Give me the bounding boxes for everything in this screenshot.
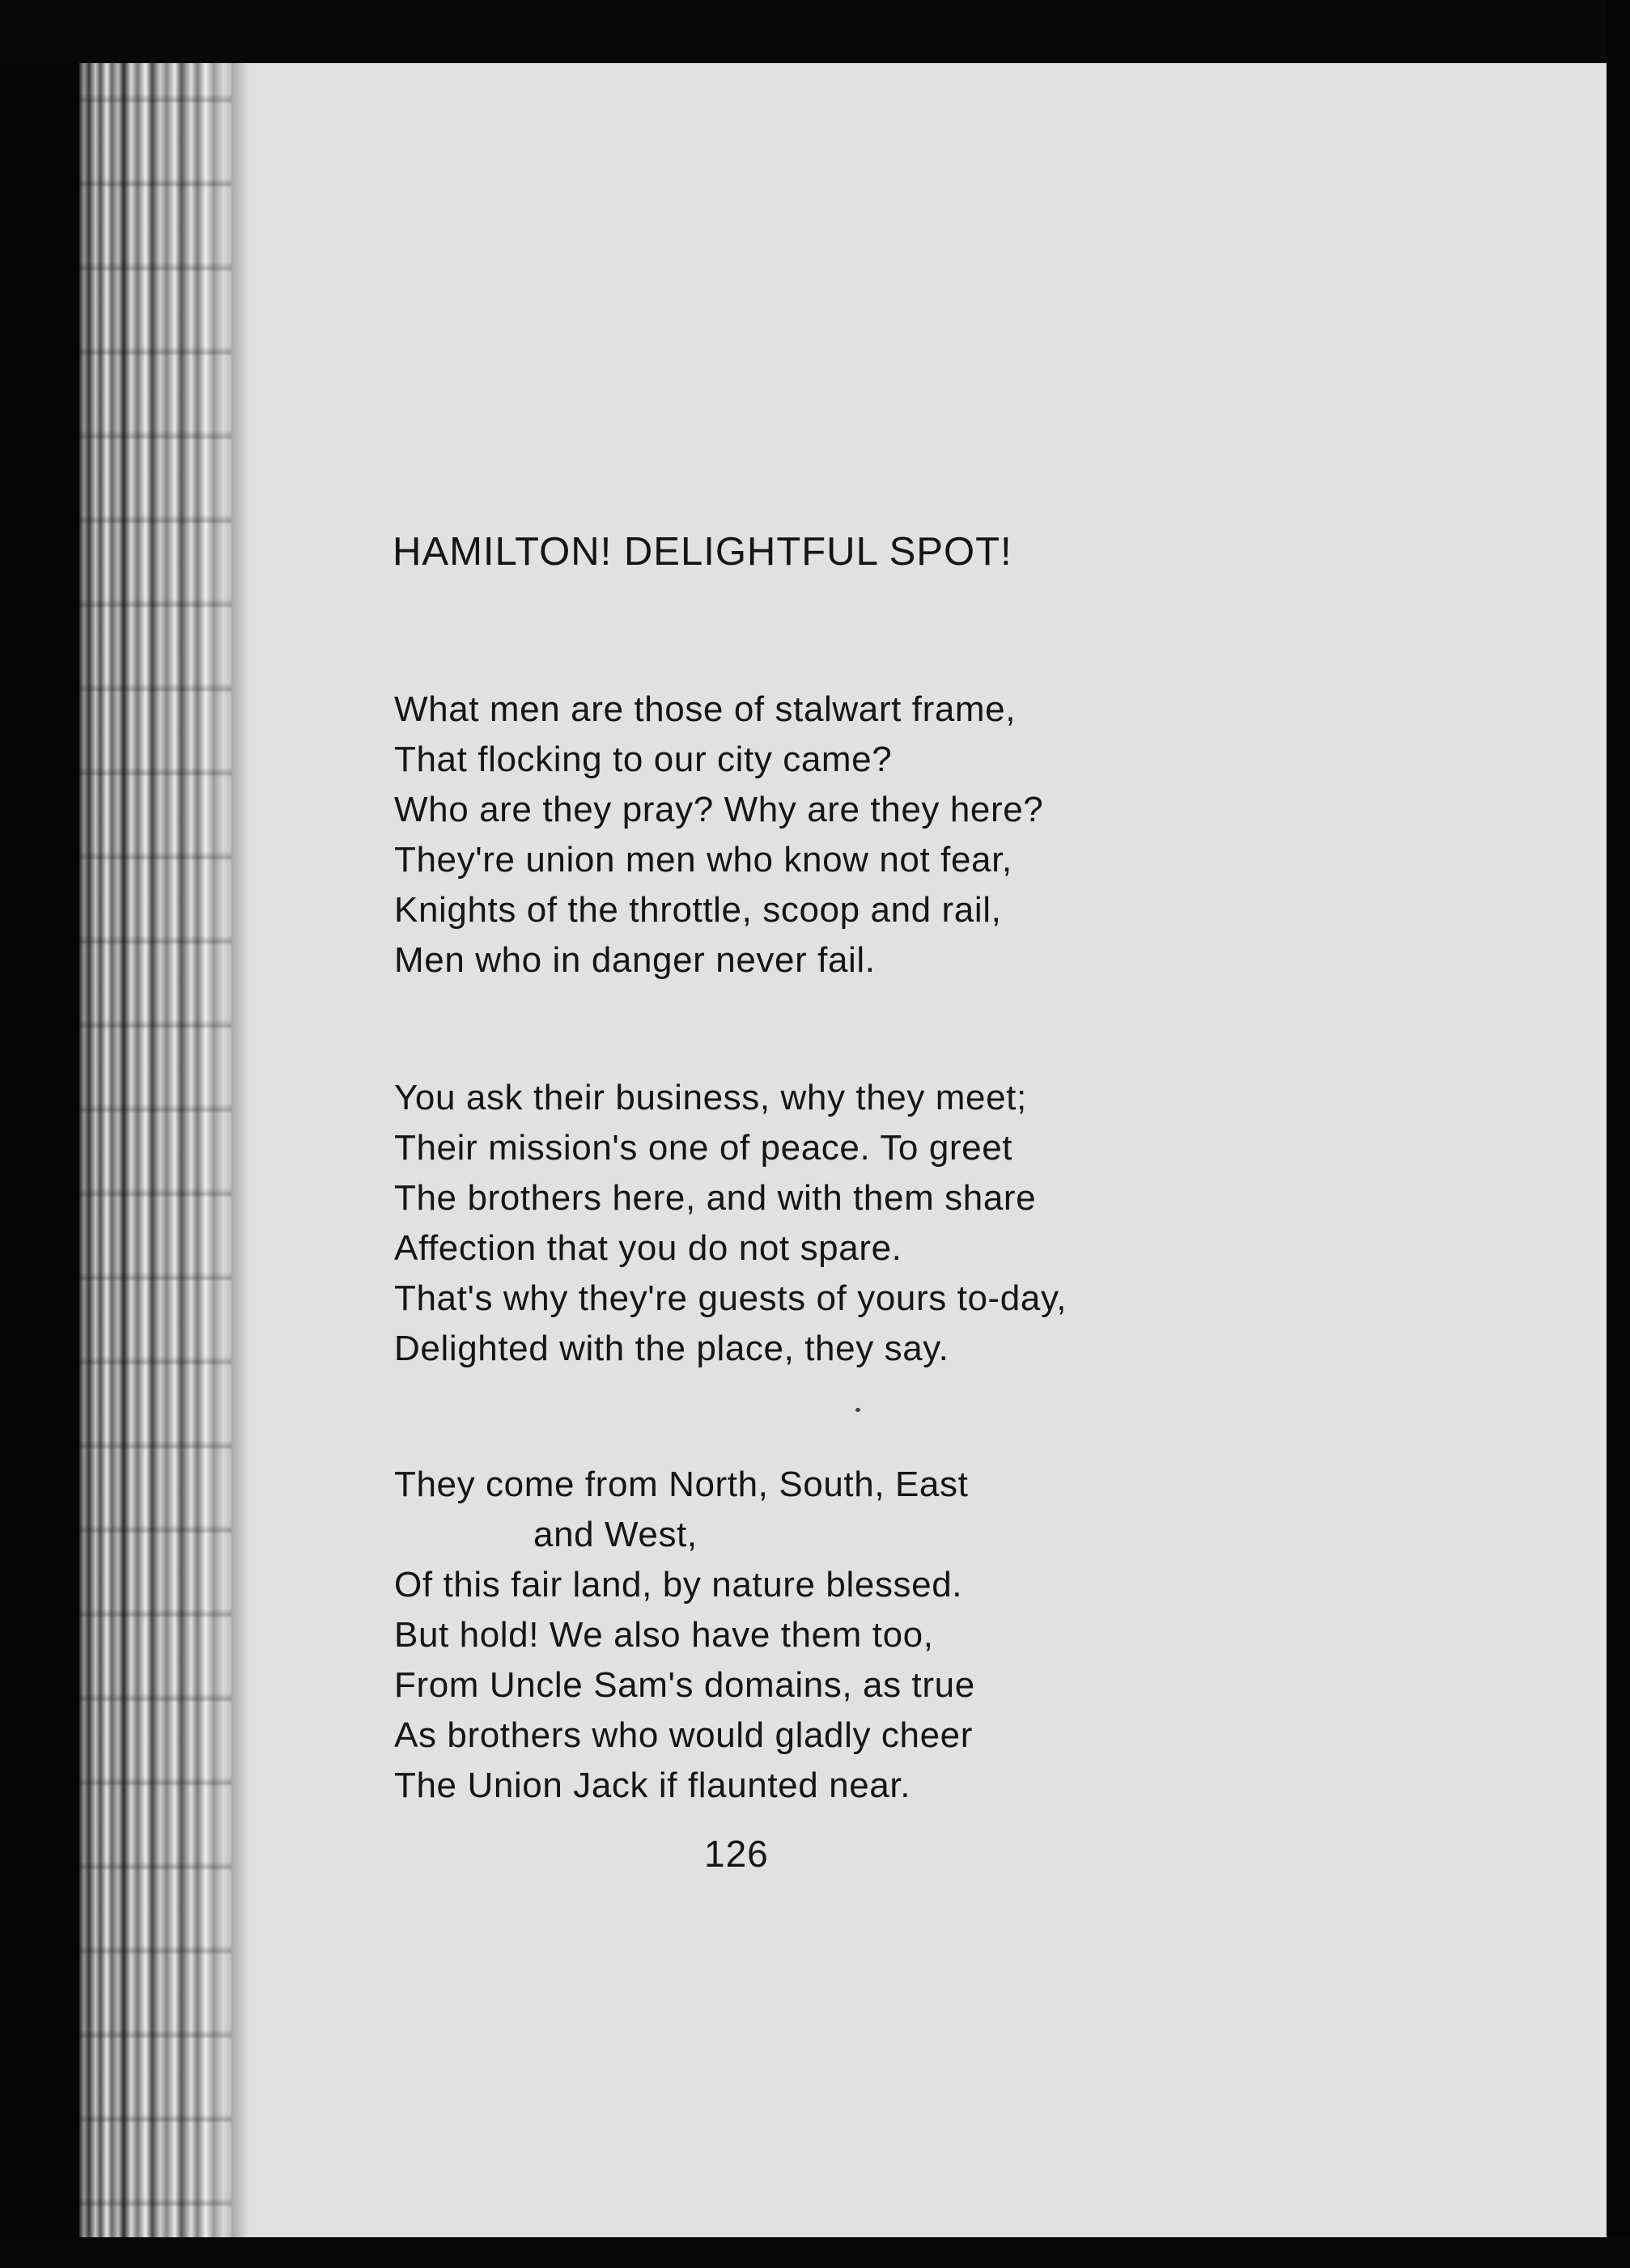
ink-speck [855,1408,860,1412]
poem-title: HAMILTON! DELIGHTFUL SPOT! [393,530,1012,574]
stanza-line: You ask their business, why they meet; [394,1078,1027,1117]
gutter-shadow [231,63,249,2240]
stanza-line: From Uncle Sam's domains, as true [394,1665,975,1705]
stanza-line: Men who in danger never fail. [394,940,876,980]
page-edge-texture [79,63,231,2240]
stanza-3 [394,1460,975,1811]
stanza-line: Delighted with the place, they say. [394,1329,949,1368]
scan-border-right [1607,0,1630,2268]
stanza-line: That's why they're guests of yours to-day, [394,1278,1068,1318]
stanza-line: Affection that you do not spare. [394,1228,902,1268]
stanza-line: As brothers who would gladly cheer [394,1715,973,1755]
scan-border-bottom [0,2237,1630,2268]
stanza-line: Knights of the throttle, scoop and rail, [394,890,1002,930]
page-number: 126 [704,1833,769,1875]
stanza-line: But hold! We also have them too, [394,1615,934,1655]
stanza-1 [394,685,1043,986]
stanza-line: The brothers here, and with them share [394,1178,1037,1218]
stanza-line: What men are those of stalwart frame, [394,689,1017,729]
stanza-line: Who are they pray? Why are they here? [394,790,1044,829]
stanza-line: Of this fair land, by nature blessed. [394,1565,963,1605]
stanza-2 [394,1073,1067,1374]
stanza-line: The Union Jack if flaunted near. [394,1766,911,1805]
stanza-line-continuation: and West, [533,1515,698,1554]
scan-border-top [0,0,1630,63]
stanza-line: Their mission's one of peace. To greet [394,1128,1013,1168]
stanza-line: They come from North, South, East [394,1465,969,1504]
stanza-line: They're union men who know not fear, [394,840,1012,880]
stanza-line: That flocking to our city came? [394,740,893,779]
